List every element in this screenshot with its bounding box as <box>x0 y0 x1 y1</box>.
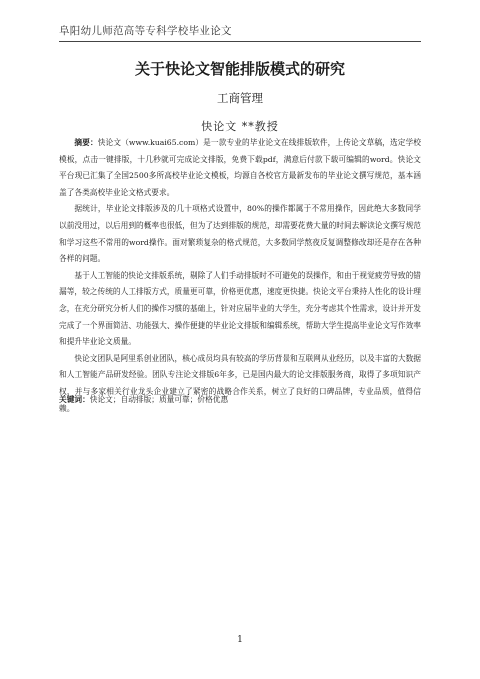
body-paragraph-3: 快论文团队是阿里系创业团队，核心成员均具有较高的学历背景和互联网从业经历，以及丰富的大数据和人工智能产品研发经验。团队专注论文排版6年多，已是国内最大的论文排版服务商，取得了多项知识产权，并与多家相关行业龙头企业建立了紧密的战略合作关系，树立了良好的口碑品牌，专业品质，值得信赖。 <box>59 353 421 413</box>
keywords-label: 关键词： <box>59 395 90 404</box>
body-text <box>59 135 421 417</box>
author-line: 快论文 **教授 <box>201 120 279 133</box>
abstract-paragraph <box>59 135 421 201</box>
major-subtitle: 工商管理 <box>217 91 263 105</box>
page-number: 1 <box>237 635 243 645</box>
running-header: 阜阳幼儿师范高等专科学校毕业论文 <box>59 25 232 37</box>
abstract-text: 快论文（www.kuai65.com）是一款专业的毕业论文在线排版软件，上传论文草稿，选定学校模板，点击一键排版，十几秒就可完成论文排版，免费下载pdf，满意后付款下载可编辑的word。快论文平台现已汇集了全国2500多所高校毕业论文模板，均源自各校官方最新发布的毕业论文撰写规范，基本涵盖了各类高校毕业论文格式要求。 <box>59 138 421 197</box>
body-paragraph-2: 基于人工智能的快论文排版系统，剔除了人们手动排版时不可避免的误操作，和由于视觉疲劳导致的错漏等，较之传统的人工排版方式，质量更可靠，价格更优惠，速度更快捷。快论文平台秉持人性化的设计理念，在充分研究分析人们的操作习惯的基础上，针对应届毕业的大学生，充分考虑其个性需求，设计并开发完成了一个界面简洁、功能强大、操作便捷的毕业论文排版和编辑系统，帮助大学生提高毕业论文写作效率和提升毕业论文质量。 <box>59 270 421 347</box>
header-rule <box>59 41 421 42</box>
keywords-line <box>59 392 421 408</box>
keywords-text: 快论文；自动排版；质量可靠；价格优惠 <box>89 395 229 404</box>
abstract-label: 摘要： <box>74 138 98 147</box>
body-paragraph-1: 据统计，毕业论文排版涉及的几十项格式设置中，80%的操作都属于不常用操作，因此绝大多数同学以前没用过，以后用到的概率也很低，但为了达到排版的规范，却需要花费大量的时间去解读论文撰写规范和学习这些不常用的word操作。面对繁琐复杂的格式规范，大多数同学熬夜反复调整修改却还是存在各种各样的问题。 <box>59 204 421 264</box>
page-title: 关于快论文智能排版模式的研究 <box>134 60 345 78</box>
